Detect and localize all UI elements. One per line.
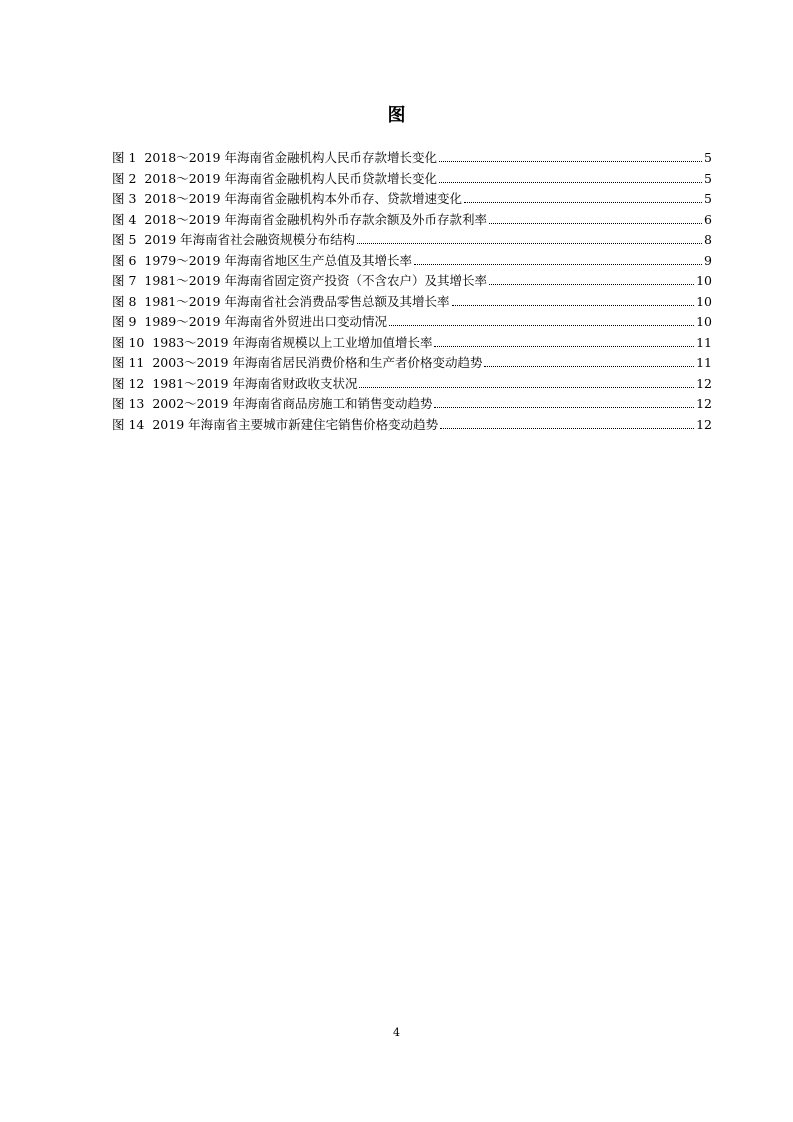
figure-entry[interactable] [112, 210, 712, 231]
dot-leader [489, 222, 702, 224]
figure-entry-label [112, 169, 437, 190]
figure-number: 图 9 [112, 314, 137, 329]
figure-page-number: 10 [696, 314, 712, 329]
dot-leader [452, 304, 695, 306]
figure-number: 图 13 [112, 396, 145, 411]
figure-page-number: 11 [696, 334, 712, 350]
figure-number: 图 2 [112, 170, 137, 186]
figure-entry-label [112, 271, 487, 292]
figure-number: 图 6 [112, 252, 137, 268]
figure-number: 图 4 [112, 211, 137, 227]
figure-number: 图 11 [112, 355, 145, 370]
figure-title: 1989～2019 年海南省外贸进出口变动情况 [144, 314, 387, 329]
figure-entry[interactable] [112, 292, 712, 313]
figure-number: 图 10 [112, 334, 145, 350]
figure-entry[interactable] [112, 230, 712, 251]
figure-page-number: 8 [704, 232, 712, 247]
dot-leader [489, 283, 694, 285]
figure-entry-label [112, 189, 462, 210]
figure-entry[interactable] [112, 333, 712, 354]
dot-leader [434, 406, 694, 408]
figure-entry-label [112, 148, 437, 169]
figure-entry-label [112, 415, 438, 436]
figure-title: 2019 年海南省社会融资规模分布结构 [144, 232, 356, 247]
figure-title: 2018～2019 年海南省金融机构外币存款余额及外币存款利率 [144, 211, 487, 227]
figure-entry-label [112, 374, 357, 395]
figure-entry[interactable] [112, 394, 712, 415]
figure-number: 图 5 [112, 232, 137, 247]
figure-entry-label [112, 230, 355, 251]
dot-leader [389, 324, 694, 326]
dot-leader [357, 242, 702, 244]
figure-number: 图 12 [112, 375, 145, 391]
figure-entry[interactable] [112, 271, 712, 292]
figure-number: 图 8 [112, 293, 137, 309]
dot-leader [464, 201, 702, 203]
figure-number: 图 3 [112, 191, 137, 206]
figure-page-number: 5 [704, 150, 712, 165]
figure-entry-label [112, 210, 487, 231]
figure-title: 2018～2019 年海南省金融机构人民币贷款增长变化 [144, 170, 437, 186]
dot-leader [484, 365, 694, 367]
figure-title: 1981～2019 年海南省固定资产投资（不含农户）及其增长率 [144, 273, 487, 288]
page-title: 图 [387, 105, 406, 126]
figure-entry[interactable] [112, 251, 712, 272]
figure-entry[interactable] [112, 189, 712, 210]
figure-title: 2018～2019 年海南省金融机构人民币存款增长变化 [144, 150, 437, 165]
figure-page-number: 9 [704, 252, 712, 268]
figure-entry-label [112, 333, 432, 354]
figure-page-number: 6 [704, 211, 712, 227]
figure-title: 1979～2019 年海南省地区生产总值及其增长率 [144, 252, 412, 268]
figure-entry[interactable] [112, 148, 712, 169]
figure-page-number: 10 [696, 273, 712, 288]
figure-entry[interactable] [112, 169, 712, 190]
figure-page-number: 11 [696, 355, 712, 370]
figure-number: 图 1 [112, 150, 137, 165]
figure-title: 1981～2019 年海南省财政收支状况 [152, 375, 358, 391]
figure-entry-label [112, 353, 482, 374]
dot-leader [434, 345, 694, 347]
figure-title: 1981～2019 年海南省社会消费品零售总额及其增长率 [144, 293, 450, 309]
dot-leader [359, 386, 694, 388]
figure-entry-label [112, 292, 450, 313]
figure-title: 2018～2019 年海南省金融机构本外币存、贷款增速变化 [144, 191, 462, 206]
dot-leader [439, 181, 702, 183]
dot-leader [440, 427, 694, 429]
figure-entry[interactable] [112, 353, 712, 374]
figure-title: 2003～2019 年海南省居民消费价格和生产者价格变动趋势 [152, 355, 483, 370]
figure-page-number: 12 [696, 416, 712, 432]
dot-leader [439, 160, 702, 162]
figure-title: 2002～2019 年海南省商品房施工和销售变动趋势 [152, 396, 433, 411]
figure-entry-label [112, 394, 432, 415]
figure-entry[interactable] [112, 415, 712, 436]
figure-page-number: 5 [704, 170, 712, 186]
figure-page-number: 10 [696, 293, 712, 309]
figure-entry-label [112, 251, 412, 272]
figure-title: 1983～2019 年海南省规模以上工业增加值增长率 [152, 334, 433, 350]
figure-entry[interactable] [112, 312, 712, 333]
page-number: 4 [393, 1026, 400, 1039]
figure-page-number: 12 [696, 396, 712, 411]
figure-page-number: 12 [696, 375, 712, 391]
figure-entry-label [112, 312, 387, 333]
figure-entry[interactable] [112, 374, 712, 395]
figure-list [112, 148, 712, 435]
figure-page-number: 5 [704, 191, 712, 206]
figure-title: 2019 年海南省主要城市新建住宅销售价格变动趋势 [152, 416, 439, 432]
figure-number: 图 14 [112, 416, 145, 432]
dot-leader [414, 263, 702, 265]
figure-number: 图 7 [112, 273, 137, 288]
